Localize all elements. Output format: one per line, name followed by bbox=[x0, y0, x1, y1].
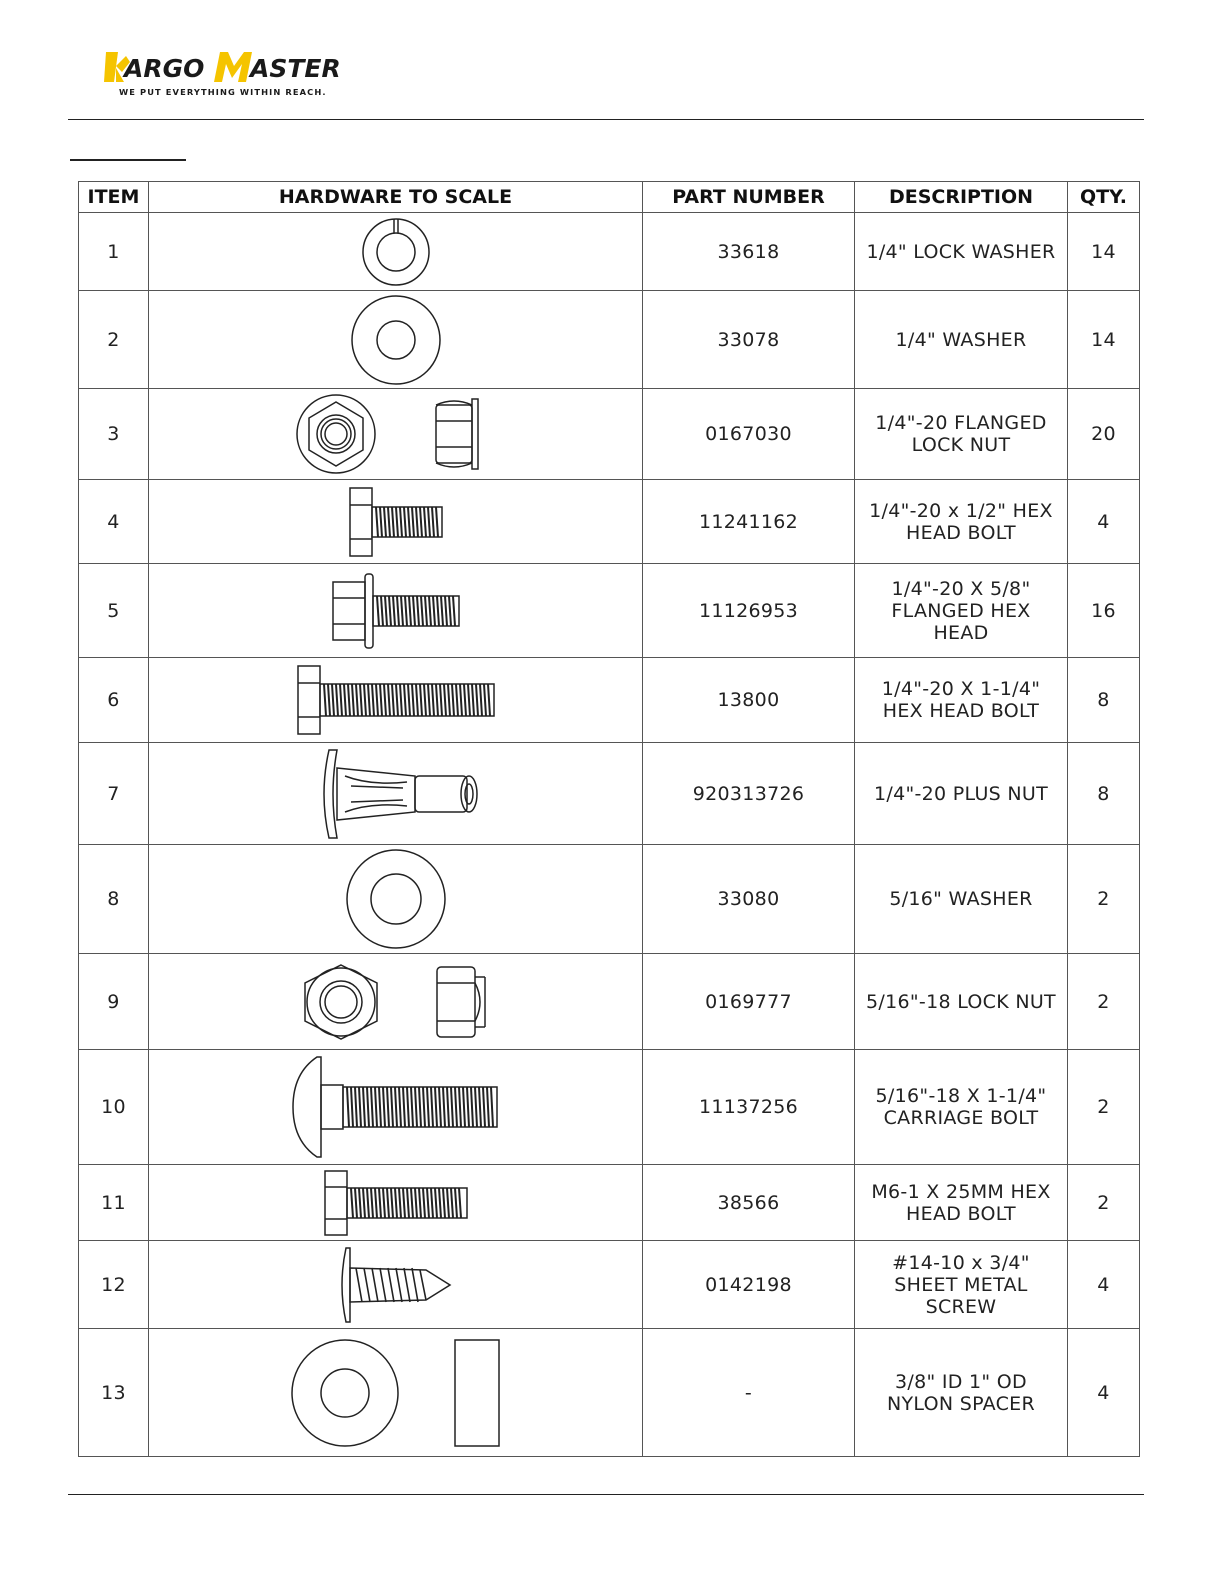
hex-bolt-icon bbox=[346, 485, 446, 559]
quantity: 8 bbox=[1068, 743, 1140, 845]
table-row bbox=[79, 845, 1140, 954]
table-row bbox=[79, 213, 1140, 291]
quantity: 14 bbox=[1068, 213, 1140, 291]
item-number: 5 bbox=[79, 564, 149, 658]
metric-hex-bolt-icon bbox=[321, 1168, 471, 1238]
table-row bbox=[79, 1241, 1140, 1329]
part-number: 33080 bbox=[643, 845, 855, 954]
description-text: 1/4"-20 x 1/2" HEX HEAD BOLT bbox=[869, 499, 1053, 544]
part-number: 0169777 bbox=[643, 954, 855, 1050]
description bbox=[855, 564, 1068, 658]
quantity: 2 bbox=[1068, 1050, 1140, 1165]
header-description: DESCRIPTION bbox=[855, 182, 1068, 213]
description bbox=[855, 480, 1068, 564]
part-number: 11126953 bbox=[643, 564, 855, 658]
quantity: 8 bbox=[1068, 658, 1140, 743]
description: 1/4" LOCK WASHER bbox=[855, 213, 1068, 291]
header-qty: QTY. bbox=[1068, 182, 1140, 213]
table-row bbox=[79, 658, 1140, 743]
plus-nut-icon bbox=[311, 746, 481, 842]
logo-text-2: ASTER bbox=[250, 54, 341, 83]
header-divider bbox=[68, 119, 1144, 120]
long-hex-bolt-icon bbox=[294, 662, 498, 738]
item-number: 11 bbox=[79, 1165, 149, 1241]
quantity: 14 bbox=[1068, 291, 1140, 389]
item-number: 8 bbox=[79, 845, 149, 954]
table-row bbox=[79, 1329, 1140, 1457]
part-number: 33618 bbox=[643, 213, 855, 291]
description: 1/4"-20 PLUS NUT bbox=[855, 743, 1068, 845]
item-number: 3 bbox=[79, 389, 149, 480]
description: 5/16"-18 LOCK NUT bbox=[855, 954, 1068, 1050]
table-row bbox=[79, 480, 1140, 564]
logo-tagline: WE PUT EVERYTHING WITHIN REACH. bbox=[119, 87, 327, 97]
description bbox=[855, 389, 1068, 480]
quantity: 2 bbox=[1068, 1165, 1140, 1241]
nylon-spacer-icon bbox=[289, 1337, 503, 1449]
hardware-table bbox=[78, 181, 1140, 1457]
item-number: 2 bbox=[79, 291, 149, 389]
description bbox=[855, 658, 1068, 743]
quantity: 2 bbox=[1068, 954, 1140, 1050]
header-hardware: HARDWARE TO SCALE bbox=[149, 182, 643, 213]
description bbox=[855, 1165, 1068, 1241]
description bbox=[855, 1050, 1068, 1165]
item-number: 13 bbox=[79, 1329, 149, 1457]
table-row bbox=[79, 743, 1140, 845]
description-text: 1/4"-20 X 1-1/4" HEX HEAD BOLT bbox=[881, 678, 1041, 722]
part-number: 38566 bbox=[643, 1165, 855, 1241]
part-number: 920313726 bbox=[643, 743, 855, 845]
washer-icon bbox=[344, 847, 448, 951]
lock-washer-icon bbox=[356, 215, 436, 289]
footer-divider bbox=[68, 1494, 1144, 1495]
item-number: 4 bbox=[79, 480, 149, 564]
description: 1/4" WASHER bbox=[855, 291, 1068, 389]
brand-logo bbox=[104, 48, 344, 100]
item-number: 7 bbox=[79, 743, 149, 845]
part-number: 0167030 bbox=[643, 389, 855, 480]
description-text: 1/4"-20 X 5/8" FLANGED HEX HEAD bbox=[891, 577, 1031, 644]
table-row bbox=[79, 389, 1140, 480]
carriage-bolt-icon bbox=[291, 1053, 501, 1161]
part-number: 11241162 bbox=[643, 480, 855, 564]
description-text: #14-10 x 3/4" SHEET METAL SCREW bbox=[892, 1251, 1030, 1318]
washer-icon bbox=[349, 293, 443, 387]
description bbox=[855, 1329, 1068, 1457]
quantity: 2 bbox=[1068, 845, 1140, 954]
flanged-lock-nut-icon bbox=[296, 391, 496, 477]
part-number: - bbox=[643, 1329, 855, 1457]
quantity: 4 bbox=[1068, 480, 1140, 564]
logo-text-1: ARGO bbox=[124, 54, 205, 83]
part-number: 11137256 bbox=[643, 1050, 855, 1165]
description-text: M6-1 X 25MM HEX HEAD BOLT bbox=[871, 1180, 1051, 1225]
quantity: 4 bbox=[1068, 1241, 1140, 1329]
description: 5/16" WASHER bbox=[855, 845, 1068, 954]
description-text: 3/8" ID 1" OD NYLON SPACER bbox=[887, 1370, 1035, 1415]
item-number: 10 bbox=[79, 1050, 149, 1165]
lock-nut-icon bbox=[301, 959, 491, 1045]
header-item: ITEM bbox=[79, 182, 149, 213]
header-part-number: PART NUMBER bbox=[643, 182, 855, 213]
flanged-hex-bolt-icon bbox=[329, 570, 463, 652]
table-header-row bbox=[79, 182, 1140, 213]
table-row bbox=[79, 1050, 1140, 1165]
table-row bbox=[79, 291, 1140, 389]
quantity: 16 bbox=[1068, 564, 1140, 658]
section-title-underline bbox=[70, 159, 186, 161]
item-number: 1 bbox=[79, 213, 149, 291]
description-text: 1/4"-20 FLANGED LOCK NUT bbox=[875, 412, 1047, 456]
quantity: 20 bbox=[1068, 389, 1140, 480]
item-number: 9 bbox=[79, 954, 149, 1050]
description-text: 5/16"-18 X 1-1/4" CARRIAGE BOLT bbox=[875, 1085, 1047, 1129]
quantity: 4 bbox=[1068, 1329, 1140, 1457]
item-number: 12 bbox=[79, 1241, 149, 1329]
part-number: 33078 bbox=[643, 291, 855, 389]
part-number: 13800 bbox=[643, 658, 855, 743]
sheet-metal-screw-icon bbox=[336, 1244, 456, 1326]
table-row bbox=[79, 1165, 1140, 1241]
part-number: 0142198 bbox=[643, 1241, 855, 1329]
description bbox=[855, 1241, 1068, 1329]
table-row bbox=[79, 564, 1140, 658]
table-row bbox=[79, 954, 1140, 1050]
item-number: 6 bbox=[79, 658, 149, 743]
